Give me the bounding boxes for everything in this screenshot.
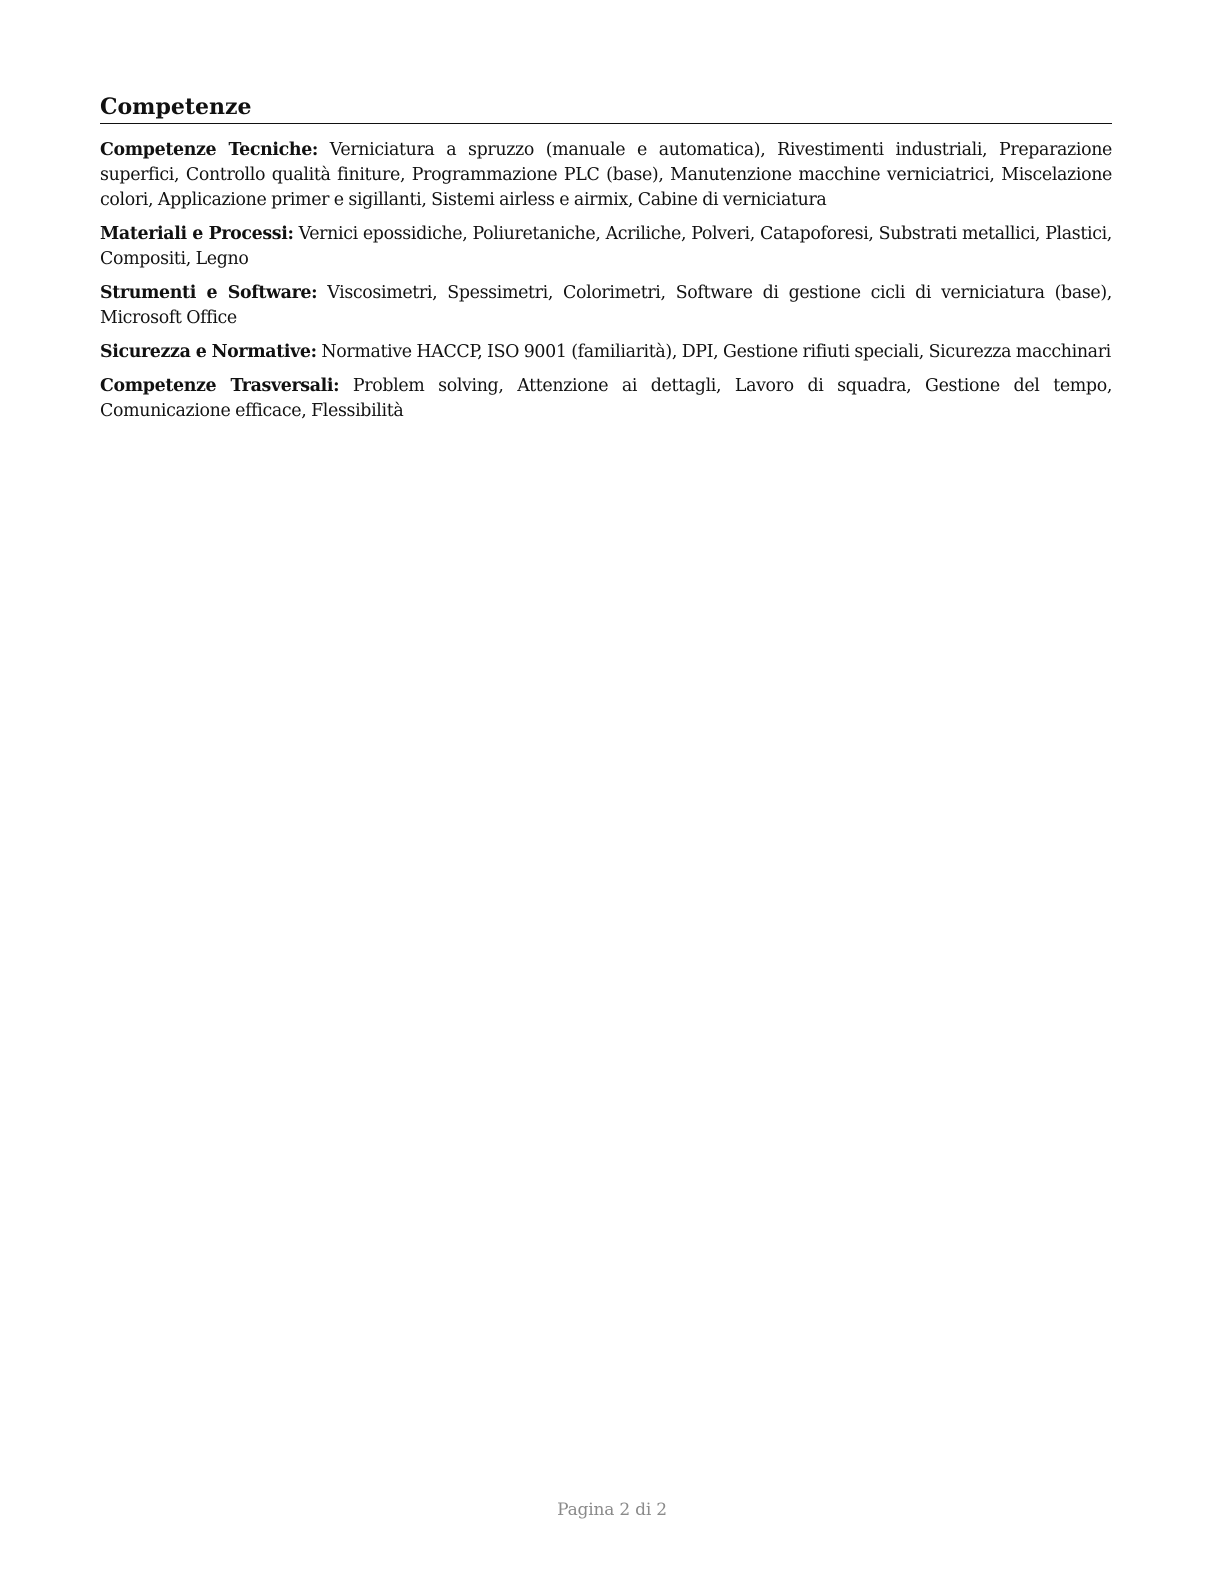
skill-row-sicurezza (100, 340, 1112, 365)
skill-row-trasversali (100, 374, 1112, 424)
page-number-footer: Pagina 2 di 2 (557, 1500, 667, 1520)
skill-label: Sicurezza e Normative: (100, 342, 317, 362)
skill-text: Normative HACCP, ISO 9001 (familiarità), DPI, Gestione rifiuti speciali, Sicurezza macchinari (321, 342, 1111, 362)
skill-text: Verniciatura a spruzzo (manuale e automatica), Rivestimenti industriali, Preparazione superfici, Controllo qualità finiture, Programmazione PLC (base), Manutenzione macchine verniciatrici, Miscelazione colori, Applicazione primer e sigillanti, Sistemi airless e airmix, Cabine di verniciatura (100, 140, 1112, 210)
skill-label: Competenze Tecniche: (100, 140, 318, 160)
skill-text: Viscosimetri, Spessimetri, Colorimetri, Software di gestione cicli di verniciatura (base), Microsoft Office (100, 283, 1112, 328)
skill-row-materiali (100, 222, 1112, 272)
section-title: Competenze (100, 92, 1112, 124)
skill-label: Strumenti e Software: (100, 283, 318, 303)
document-page (100, 92, 1112, 433)
skill-row-tecniche (100, 138, 1112, 213)
skill-text: Vernici epossidiche, Poliuretaniche, Acriliche, Polveri, Catapoforesi, Substrati metallici, Plastici, Compositi, Legno (100, 224, 1112, 269)
skill-text: Problem solving, Attenzione ai dettagli, Lavoro di squadra, Gestione del tempo, Comunicazione efficace, Flessibilità (100, 376, 1112, 421)
skill-row-strumenti (100, 281, 1112, 331)
skill-label: Materiali e Processi: (100, 224, 294, 244)
skill-label: Competenze Trasversali: (100, 376, 340, 396)
skills-list (100, 138, 1112, 424)
